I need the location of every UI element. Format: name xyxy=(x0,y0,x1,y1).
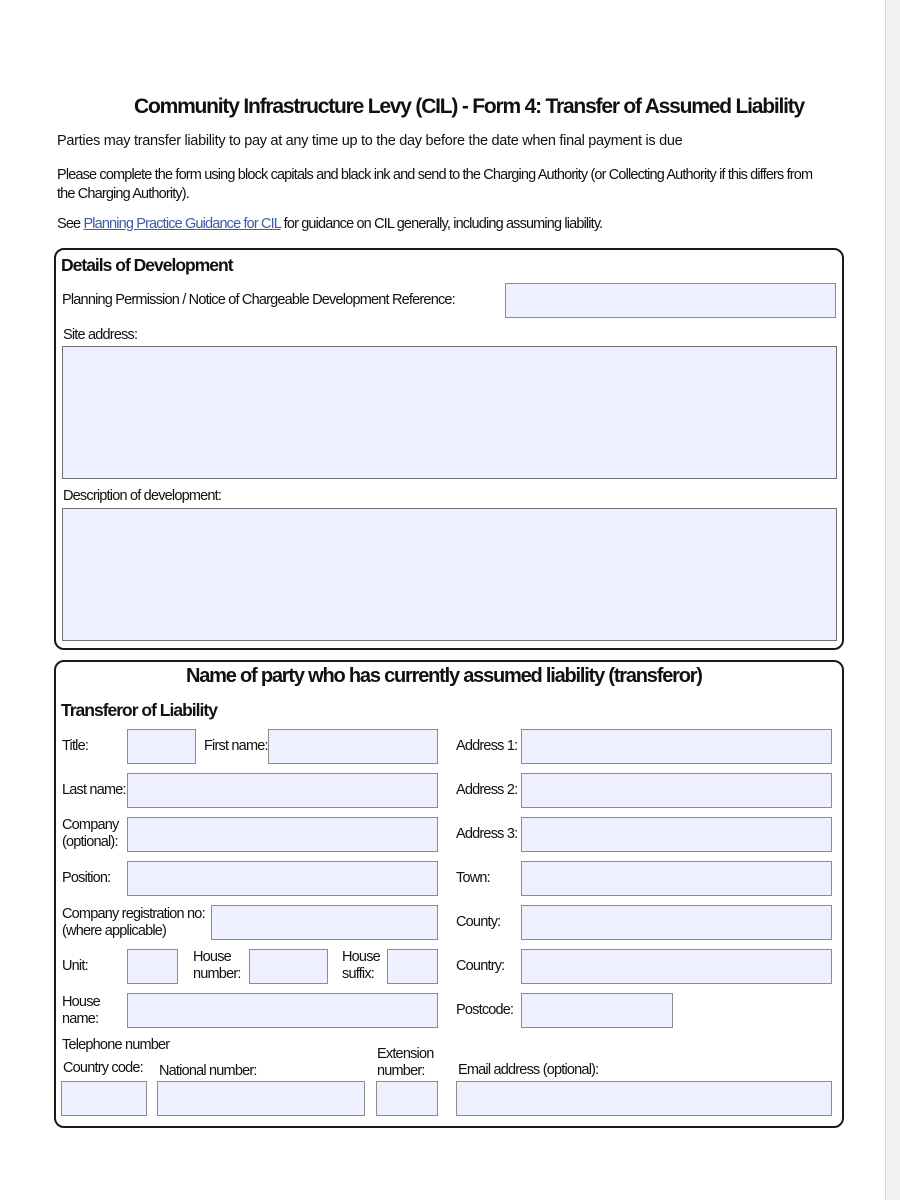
email-field[interactable] xyxy=(456,1081,832,1116)
intro-line-2b: the Charging Authority). xyxy=(57,186,189,202)
site-address-label: Site address: xyxy=(63,327,138,343)
address2-field[interactable] xyxy=(521,773,832,808)
town-label: Town: xyxy=(456,870,490,886)
company-reg-label-1: Company registration no: xyxy=(62,906,205,922)
description-label: Description of development: xyxy=(63,488,222,504)
house-number-label-1: House xyxy=(193,949,231,965)
house-name-label-1: House xyxy=(62,994,100,1010)
address3-label: Address 3: xyxy=(456,826,518,842)
house-suffix-field[interactable] xyxy=(387,949,438,984)
country-field[interactable] xyxy=(521,949,832,984)
reference-label: Planning Permission / Notice of Chargeable Development Reference: xyxy=(62,292,455,308)
address1-label: Address 1: xyxy=(456,738,518,754)
extension-field[interactable] xyxy=(376,1081,438,1116)
transferor-heading: Name of party who has currently assumed liability (transferor) xyxy=(186,665,702,687)
company-label-1: Company xyxy=(62,817,119,833)
title-label: Title: xyxy=(62,738,89,754)
county-field[interactable] xyxy=(521,905,832,940)
scrollbar[interactable] xyxy=(886,0,900,1200)
position-field[interactable] xyxy=(127,861,438,896)
reference-field[interactable] xyxy=(505,283,836,318)
house-suffix-label-2: suffix: xyxy=(342,966,375,982)
development-heading: Details of Development xyxy=(61,255,233,275)
country-code-field[interactable] xyxy=(61,1081,147,1116)
county-label: County: xyxy=(456,914,501,930)
extension-label-2: number: xyxy=(377,1063,425,1079)
last-name-label: Last name: xyxy=(62,782,126,798)
description-field[interactable] xyxy=(62,508,837,641)
intro-line-1: Parties may transfer liability to pay at any time up to the day before the date when final payment is due xyxy=(57,133,683,149)
postcode-field[interactable] xyxy=(521,993,673,1028)
address3-field[interactable] xyxy=(521,817,832,852)
guidance-line xyxy=(57,216,602,232)
postcode-label: Postcode: xyxy=(456,1002,514,1018)
house-suffix-label-1: House xyxy=(342,949,380,965)
title-field[interactable] xyxy=(127,729,196,764)
address1-field[interactable] xyxy=(521,729,832,764)
unit-label: Unit: xyxy=(62,958,88,974)
site-address-field[interactable] xyxy=(62,346,837,479)
position-label: Position: xyxy=(62,870,111,886)
extension-label-1: Extension xyxy=(377,1046,434,1062)
company-reg-field[interactable] xyxy=(211,905,438,940)
town-field[interactable] xyxy=(521,861,832,896)
company-field[interactable] xyxy=(127,817,438,852)
first-name-label: First name: xyxy=(204,738,268,754)
first-name-field[interactable] xyxy=(268,729,438,764)
house-name-label-2: name: xyxy=(62,1011,99,1027)
telephone-label: Telephone number xyxy=(62,1037,170,1053)
email-label: Email address (optional): xyxy=(458,1062,599,1078)
country-code-label: Country code: xyxy=(63,1060,143,1076)
address2-label: Address 2: xyxy=(456,782,518,798)
national-number-field[interactable] xyxy=(157,1081,365,1116)
form-title: Community Infrastructure Levy (CIL) - Form 4: Transfer of Assumed Liability xyxy=(134,95,805,118)
company-label-2: (optional): xyxy=(62,834,118,850)
country-label: Country: xyxy=(456,958,505,974)
house-number-label-2: number: xyxy=(193,966,241,982)
unit-field[interactable] xyxy=(127,949,178,984)
house-name-field[interactable] xyxy=(127,993,438,1028)
intro-line-2a: Please complete the form using block capitals and black ink and send to the Charging Authority (or Collecting Authority if this differs from xyxy=(57,167,813,183)
guidance-prefix: See xyxy=(57,216,81,232)
national-number-label: National number: xyxy=(159,1063,257,1079)
last-name-field[interactable] xyxy=(127,773,438,808)
transferor-subheading: Transferor of Liability xyxy=(61,700,217,720)
house-number-field[interactable] xyxy=(249,949,328,984)
guidance-link[interactable]: Planning Practice Guidance for CIL xyxy=(83,216,281,232)
guidance-suffix: for guidance on CIL generally, including assuming liability. xyxy=(283,216,603,232)
company-reg-label-2: (where applicable) xyxy=(62,923,167,939)
